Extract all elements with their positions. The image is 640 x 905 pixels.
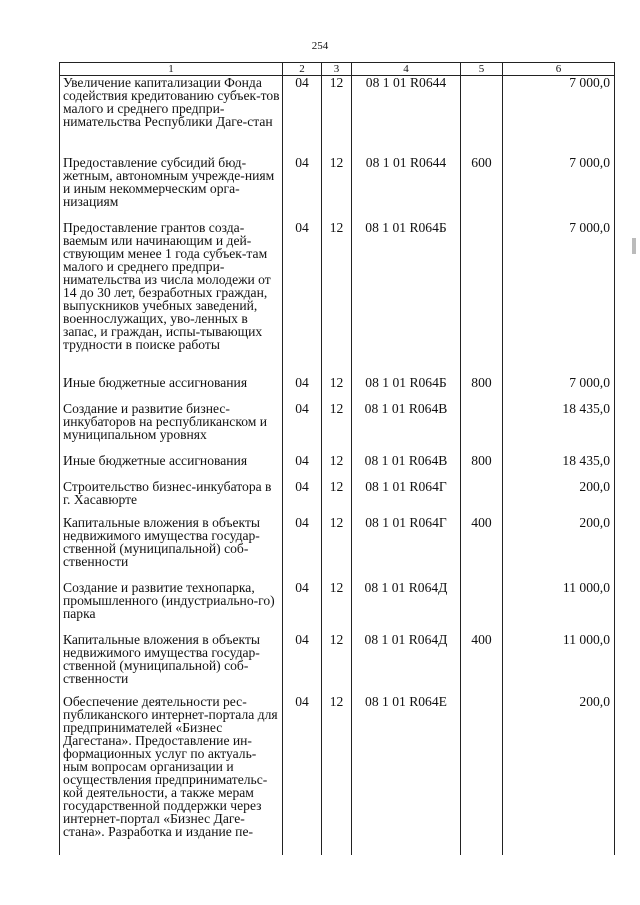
table-row [60,581,615,633]
row-code-cell: 08 1 01 R064Б [352,221,461,376]
row-amount-cell: 7 000,0 [503,376,615,402]
row-section-cell: 04 [283,480,322,516]
row-expense-type-cell [461,221,503,376]
row-amount-cell: 11 000,0 [503,581,615,633]
row-expense-type-cell [461,581,503,633]
row-code-cell: 08 1 01 R064Д [352,581,461,633]
row-code-cell: 08 1 01 R064В [352,454,461,480]
row-amount-cell: 7 000,0 [503,221,615,376]
table-row [60,402,615,454]
table-row [60,695,615,855]
row-code-cell: 08 1 01 R064В [352,402,461,454]
row-name-cell: Предоставление грантов созда-ваемым или начинающим и дей-ствующим менее 1 года субъек-там малого и среднего предпри-нимательства из числа молодежи от 14 до 30 лет, безработных граждан, выпускников учебных заведений, военнослужащих, уво-ленных в запас, и граждан, испы-тывающих трудности в поиске работы [60,221,283,376]
row-name-cell: Обеспечение деятельности рес-публиканского интернет-портала для предпринимателей «Бизнес Дагестана». Предоставление ин-формационных услуг по актуаль-ным вопросам организации и осуществления предпринимательс-кой деятельности, а также мерам государственной поддержки через интернет-портал «Бизнес Даге-стана». Разработка и издание пе- [60,695,283,855]
row-subsection-cell: 12 [322,454,352,480]
row-amount-cell: 7 000,0 [503,76,615,156]
row-subsection-cell: 12 [322,633,352,695]
row-expense-type-cell [461,402,503,454]
row-name-cell: Иные бюджетные ассигнования [60,376,283,402]
row-section-cell: 04 [283,516,322,581]
row-subsection-cell: 12 [322,516,352,581]
row-amount-cell: 200,0 [503,695,615,855]
row-amount-cell: 200,0 [503,516,615,581]
row-name-cell: Иные бюджетные ассигнования [60,454,283,480]
row-code-cell: 08 1 01 R0644 [352,156,461,221]
row-amount-cell: 200,0 [503,480,615,516]
row-code-cell: 08 1 01 R064Б [352,376,461,402]
row-expense-type-cell: 400 [461,633,503,695]
row-section-cell: 04 [283,402,322,454]
row-name-cell: Капитальные вложения в объекты недвижимого имущества государ-ственной (муниципальной) соб-ственности [60,633,283,695]
scan-edge-mark [632,238,636,254]
row-amount-cell: 7 000,0 [503,156,615,221]
row-amount-cell: 11 000,0 [503,633,615,695]
header-cell-1: 1 [60,63,283,76]
row-name-cell: Капитальные вложения в объекты недвижимого имущества государ-ственной (муниципальной) соб-ственности [60,516,283,581]
row-section-cell: 04 [283,376,322,402]
header-cell-5: 5 [461,63,503,76]
row-subsection-cell: 12 [322,480,352,516]
table-row [60,516,615,581]
table-row [60,376,615,402]
row-subsection-cell: 12 [322,376,352,402]
row-expense-type-cell: 800 [461,454,503,480]
row-expense-type-cell [461,695,503,855]
row-name-cell: Предоставление субсидий бюд-жетным, автономным учрежде-ниям и иным некоммерческим орга-низациям [60,156,283,221]
page-number: 254 [311,40,329,52]
row-amount-cell: 18 435,0 [503,454,615,480]
table-row [60,633,615,695]
row-section-cell: 04 [283,156,322,221]
row-subsection-cell: 12 [322,221,352,376]
row-section-cell: 04 [283,76,322,156]
table-row [60,156,615,221]
header-cell-4: 4 [352,63,461,76]
row-section-cell: 04 [283,695,322,855]
row-name-cell: Создание и развитие бизнес-инкубаторов на республиканском и муниципальном уровнях [60,402,283,454]
row-section-cell: 04 [283,221,322,376]
row-subsection-cell: 12 [322,402,352,454]
budget-table [59,62,615,855]
row-amount-cell: 18 435,0 [503,402,615,454]
row-name-cell: Строительство бизнес-инкубатора в г. Хасавюрте [60,480,283,516]
header-row [60,63,615,76]
row-expense-type-cell: 400 [461,516,503,581]
row-expense-type-cell [461,480,503,516]
row-code-cell: 08 1 01 R064Г [352,516,461,581]
row-expense-type-cell: 800 [461,376,503,402]
row-section-cell: 04 [283,581,322,633]
row-code-cell: 08 1 01 R064Д [352,633,461,695]
table-row [60,76,615,156]
row-code-cell: 08 1 01 R064Е [352,695,461,855]
row-subsection-cell: 12 [322,156,352,221]
row-subsection-cell: 12 [322,581,352,633]
row-subsection-cell: 12 [322,76,352,156]
row-code-cell: 08 1 01 R064Г [352,480,461,516]
header-cell-6: 6 [503,63,615,76]
row-expense-type-cell: 600 [461,156,503,221]
table-row [60,221,615,376]
table-row [60,454,615,480]
header-cell-2: 2 [283,63,322,76]
table-row [60,480,615,516]
row-subsection-cell: 12 [322,695,352,855]
row-name-cell: Увеличение капитализации Фонда содействия кредитованию субъек-тов малого и среднего предпри-нимательства Республики Даге-стан [60,76,283,156]
row-code-cell: 08 1 01 R0644 [352,76,461,156]
header-cell-3: 3 [322,63,352,76]
row-section-cell: 04 [283,454,322,480]
row-name-cell: Создание и развитие технопарка, промышленного (индустриально-го) парка [60,581,283,633]
row-section-cell: 04 [283,633,322,695]
row-expense-type-cell [461,76,503,156]
